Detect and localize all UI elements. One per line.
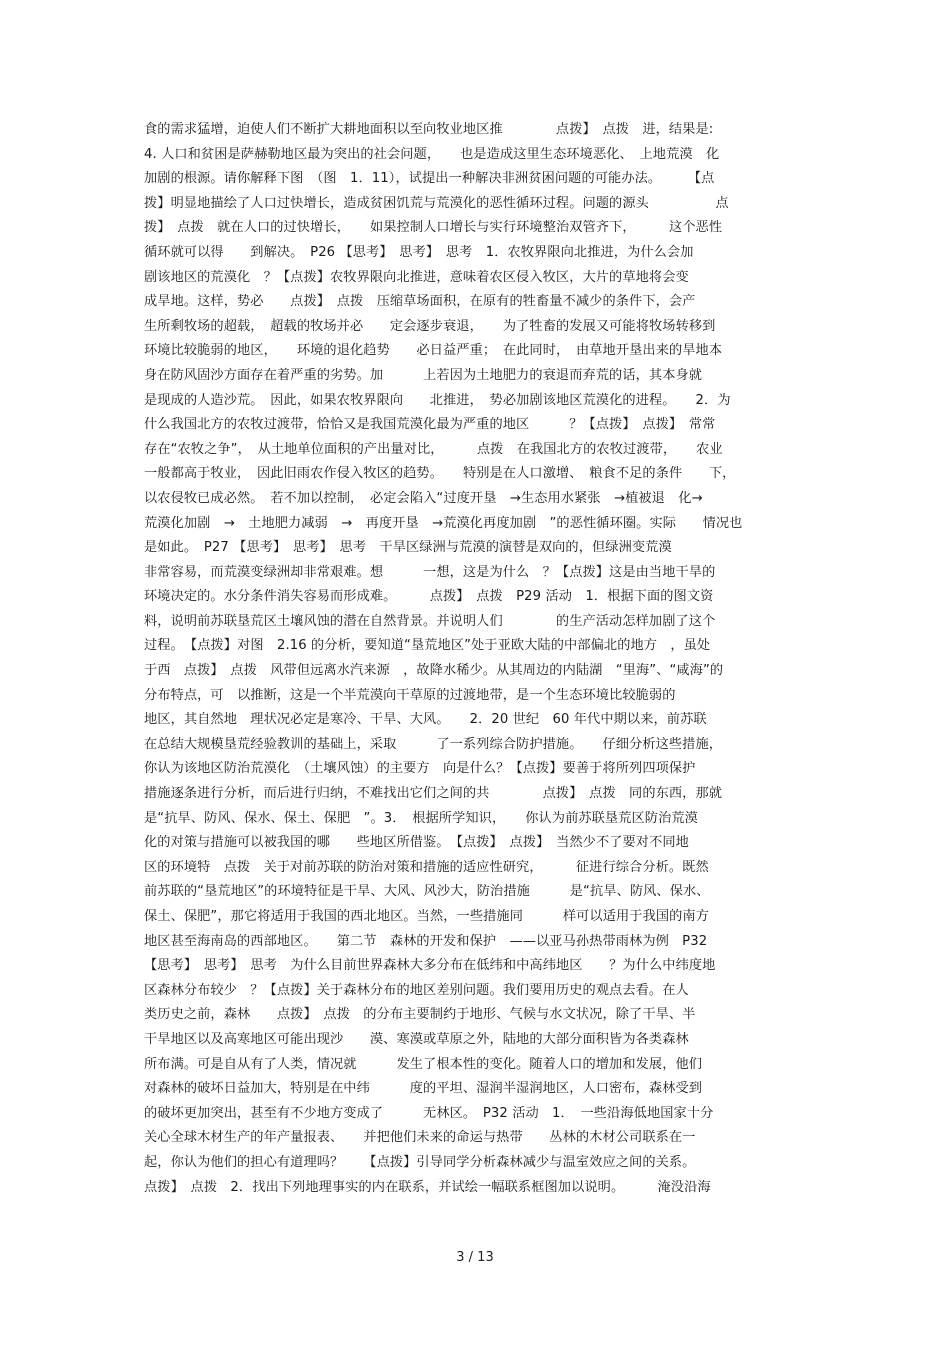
- text-line: 是如此。 P27 【思考】 思考】 思考 干旱区绿洲与荒漠的演替是双向的，但绿洲变荒漠: [144, 540, 672, 556]
- text-line: 过程。 【点拨】对图 2.16 的分析，要知道“垦荒地区”处于亚欧大陆的中部偏北的地方 ，虽处: [144, 638, 711, 654]
- text-line: 前苏联的“垦荒地区”的环境特征是干旱、大风、风沙大，防治措施 是“抗旱、防风、保水、: [144, 884, 710, 900]
- text-line: 区森林分布较少 ？【点拨】关于森林分布的地区差别问题。我们要用历史的观点去看。在人: [144, 982, 689, 998]
- text-line: 以农侵牧已成必然。 若不加以控制， 必定会陷入“过度开垦 →生态用水紧张 →植被退 化→: [144, 490, 703, 506]
- text-line: 非常容易，而荒漠变绿洲却非常艰难。想 一想，这是为什么 ？【点拨】这是由当地干旱的: [144, 564, 716, 580]
- text-line: 地区甚至海南岛的西部地区。 第二节 森林的开发和保护 ——以亚马孙热带雨林为例 P32: [144, 933, 708, 949]
- text-line: 所布满。可是自从有了人类，情况就 发生了根本性的变化。随着人口的增加和发展，他们: [144, 1056, 703, 1072]
- text-line: 存在“农牧之争”， 从土地单位面积的产出量对比， 点拨 在我国北方的农牧过渡带， 农业: [144, 441, 723, 457]
- text-line: 是“抗旱、防风、保水、保土、保肥 ”。3． 根据所学知识， 你认为前苏联垦荒区防治荒漠: [144, 810, 698, 826]
- text-line: 措施逐条进行分析，而后进行归纳，不难找出它们之间的共 点拨】 点拨 同的东西，那就: [144, 786, 723, 802]
- text-line: 加剧的根源。请你解释下图 （图 1．11），试提出一种解决非洲贫困问题的可能办法。 【点: [144, 171, 715, 187]
- text-line: 地区，其自然地 理状况必定是寒冷、干旱、大风。 2．20 世纪 60 年代中期以来，前苏联: [144, 712, 707, 728]
- text-line: 4. 人口和贫困是萨赫勒地区最为突出的社会问题， 也是造成这里生态环境恶化、 上地荒漠 化: [144, 146, 720, 162]
- text-line: 一般都高于牧业， 因此旧雨农作侵入牧区的趋势。 特别是在人口激增、 粮食不足的条件 下，: [144, 466, 736, 482]
- text-line: 身在防风固沙方面存在着严重的劣势。加 上若因为土地肥力的衰退而弃荒的话，其本身就: [144, 367, 703, 383]
- text-line: 区的环境特 点拨 关于对前苏联的防治对策和措施的适应性研究， 征进行综合分析。既然: [144, 859, 709, 875]
- text-line: 剧该地区的荒漠化 ？【点拨】农牧界限向北推进，意味着农区侵入牧区，大片的草地将会变: [144, 269, 689, 285]
- text-line: 于西 点拨】 点拨 风带但远离水汽来源 ，故降水稀少。从其周边的内陆湖 “里海”、“咸海”的: [144, 663, 724, 679]
- text-line: 食的需求猛增，迫使人们不断扩大耕地面积以至向牧业地区推 点拨】 点拨 进，结果是:: [144, 122, 714, 137]
- text-line: 什么我国北方的农牧过渡带，恰恰又是我国荒漠化最为严重的地区 ？【点拨】 点拨】 常常: [144, 417, 716, 433]
- text-line: 料，说明前苏联垦荒区土壤风蚀的潜在自然背景。并说明人们 的生产活动怎样加剧了这个: [144, 613, 716, 629]
- text-line: 干旱地区以及高寒地区可能出现沙 漠、寒漠或草原之外，陆地的大部分面积皆为各类森林: [144, 1031, 689, 1047]
- text-line: 类历史之前，森林 点拨】 点拨 的分布主要制约于地形、气候与水文状况，除了干旱、半: [144, 1007, 696, 1023]
- text-line: 【思考】 思考】 思考 为什么目前世界森林大多分布在低纬和中高纬地区 ？为什么中纬度地: [144, 958, 716, 974]
- text-line: 保土、保肥”，那它将适用于我国的西北地区。当然，一些措施同 样可以适用于我国的南方: [144, 909, 710, 924]
- text-line: 分布特点，可 以推断，这是一个半荒漠向干草原的过渡地带，是一个生态环境比较脆弱的: [144, 687, 676, 703]
- text-line: 点拨】 点拨 2．找出下列地理事实的内在联系，并试绘一幅联系框图加以说明。 淹没沿海: [144, 1179, 711, 1195]
- text-line: 成旱地。这样，势必 点拨】 点拨 压缩草场面积，在原有的牲畜量不减少的条件下，会产: [144, 294, 696, 310]
- text-line: 拨】 点拨 就在人口的过快增长， 如果控制人口增长与实行环境整治双管齐下， 这个恶性: [144, 220, 723, 236]
- text-line: 循环就可以得 到解决。 P26 【思考】 思考】 思考 1．农牧界限向北推进，为什么会加: [144, 244, 694, 260]
- text-line: 环境决定的。水分条件消失容易而形成难。 点拨】 点拨 P29 活动 1．根据下面的图文资: [144, 589, 714, 605]
- page-number: 3 / 13: [456, 1250, 494, 1265]
- text-line: 生所剩牧场的超载， 超载的牧场并必 定会逐步衰退， 为了牲畜的发展又可能将牧场转移到: [144, 318, 716, 334]
- text-line: 拨】明显地描绘了人口过快增长，造成贫困饥荒与荒漠化的恶性循环过程。问题的源头 点: [144, 195, 729, 211]
- text-line: 荒漠化加剧 → 土地肥力减弱 → 再度开垦 →荒漠化再度加剧 ”的恶性循环圈。实际 情况也: [144, 515, 743, 531]
- body-text: [144, 118, 812, 1200]
- text-line: 是现成的人造沙荒。 因此，如果农牧界限向 北推进， 势必加剧该地区荒漠化的进程。 2．为: [144, 392, 731, 408]
- text-line: 对森林的破坏日益加大，特别是在中纬 度的平坦、湿润半湿润地区，人口密布，森林受到: [144, 1081, 703, 1097]
- text-line: 起，你认为他们的担心有道理吗？ 【点拨】引导同学分析森林减少与温室效应之间的关系。: [144, 1154, 696, 1170]
- text-line: 环境比较脆弱的地区， 环境的退化趋势 必日益严重； 在此同时， 由草地开垦出来的旱地本: [144, 343, 723, 359]
- text-line: 关心全球木材生产的年产量报表、 并把他们未来的命运与热带 丛林的木材公司联系在一: [144, 1130, 696, 1146]
- text-line: 你认为该地区防治荒漠化 （土壤风蚀）的主要方 向是什么？【点拨】要善于将所列四项保护: [144, 761, 696, 777]
- text-line: 在总结大规模垦荒经验教训的基础上，采取 了一系列综合防护措施。 仔细分析这些措施，: [144, 736, 723, 752]
- text-line: 的破坏更加突出，甚至有不少地方变成了 无林区。 P32 活动 1． 一些沿海低地国家十分: [144, 1105, 714, 1121]
- text-line: 化的对策与措施可以被我国的哪 些地区所借鉴。 【点拨】 点拨】 当然少不了要对不同地: [144, 835, 689, 851]
